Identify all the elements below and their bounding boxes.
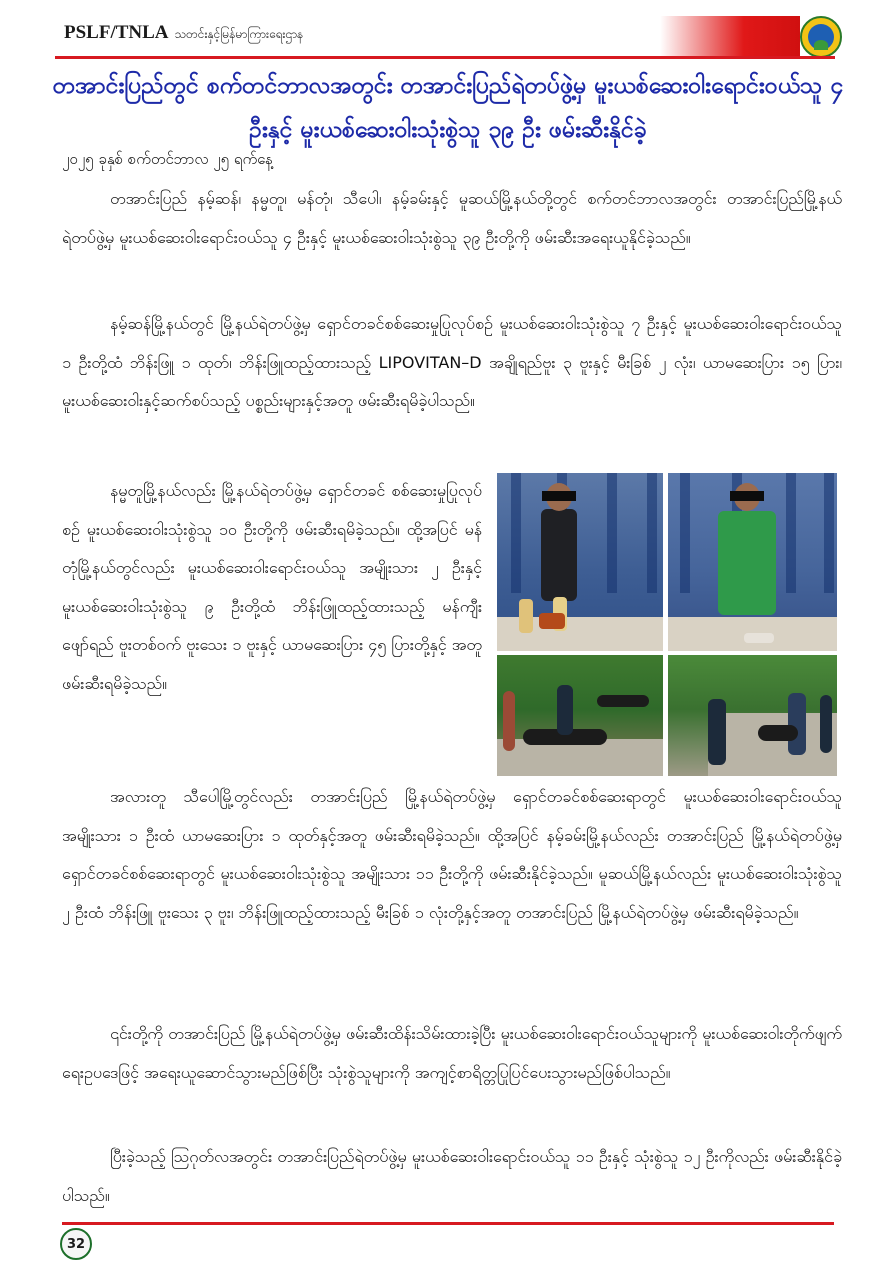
header-org [64, 22, 303, 44]
header-divider [55, 56, 835, 59]
photo-collage [497, 473, 837, 776]
article-title: တအာင်းပြည်တွင် စက်တင်ဘာလအတွင်း တအာင်းပြည်ရဲတပ်ဖွဲ့မှ မူးယစ်ဆေးဝါးရောင်းဝယ်သူ ၄ ဦးနှင့် မူးယစ်ဆေးဝါးသုံးစွဲသူ ၃၉ ဦး ဖမ်းဆီးနိုင်ခဲ့ [52, 73, 844, 143]
photo-suspect-2 [668, 473, 837, 651]
photo-suspect-1 [497, 473, 663, 651]
photo-arrest-scene-1 [497, 655, 663, 776]
page-number: 32 [60, 1228, 92, 1260]
photo-arrest-scene-2 [668, 655, 837, 776]
article-paragraph: ပြီးခဲ့သည့် ဩဂုတ်လအတွင်း တအာင်းပြည်ရဲတပ်ဖွဲ့မှ မူးယစ်ဆေးဝါးရောင်းဝယ်သူ ၁၁ ဦးနှင့် သုံးစွဲသူ ၁၂ ဦးကိုလည်း ဖမ်းဆီးနိုင်ခဲ့ပါသည်။ [62, 1147, 842, 1205]
article-paragraph: နမ့်ဆန်မြို့နယ်တွင် မြို့နယ်ရဲတပ်ဖွဲ့မှ ရှောင်တခင်စစ်ဆေးမှုပြုလုပ်စဉ် မူးယစ်ဆေးဝါးသုံးစွဲသူ ၇ ဦးနှင့် မူးယစ်ဆေးဝါးရောင်းဝယ်သူ ၁ ဦးတို့ထံ ဘိန်းဖြူ ၁ ထုတ်၊ ဘိန်းဖြူထည့်ထားသည့် LIPOVITAN–D အချိုရည်ဗူး ၃ ဗူးနှင့် မီးခြစ် ၂ လုံး၊ ယာမဆေးပြား ၁၅ ပြား၊ မူးယစ်ဆေးဝါးနှင့်ဆက်စပ်သည့် ပစ္စည်းများနှင့်အတူ ဖမ်းဆီးရမိခဲ့ပါသည်။ [62, 314, 842, 410]
org-logo-icon [800, 16, 842, 58]
footer-divider [62, 1222, 834, 1225]
header-publication: သတင်းနှင့်မြန်မာကြားရေးဌာန [174, 27, 304, 41]
article-paragraph: တအာင်းပြည် နမ့်ဆန်၊ နမ္မတူ၊ မန်တုံ၊ သီပေါ၊ နမ့်ခမ်းနှင့် မူဆယ်မြို့နယ်တို့တွင် စက်တင်ဘာလအတွင်း တအာင်းပြည်မြို့နယ်ရဲတပ်ဖွဲ့မှ မူးယစ်ဆေးဝါးရောင်းဝယ်သူ ၄ ဦးနှင့် မူးယစ်ဆေးဝါးသုံးစွဲသူ ၃၉ ဦးတို့ကို ဖမ်းဆီးအရေးယူနိုင်ခဲ့သည်။ [62, 189, 842, 247]
article-paragraph: ၎င်းတို့ကို တအာင်းပြည် မြို့နယ်ရဲတပ်ဖွဲ့မှ ဖမ်းဆီးထိန်းသိမ်းထားခဲ့ပြီး မူးယစ်ဆေးဝါးရောင်းဝယ်သူများကို မူးယစ်ဆေးဝါးတိုက်ဖျက်ရေးဥပဒေဖြင့် အရေးယူဆောင်သွားမည်ဖြစ်ပြီး သုံးစွဲသူများကို အကျင့်စာရိတ္တပြုပြင်ပေးသွားမည်ဖြစ်ပါသည်။ [62, 1024, 842, 1082]
header-org-name: PSLF/TNLA [64, 22, 169, 43]
header-red-band [660, 16, 800, 56]
article-paragraph: နမ္မတူမြို့နယ်လည်း မြို့နယ်ရဲတပ်ဖွဲ့မှ ရှောင်တခင် စစ်ဆေးမှုပြုလုပ်စဉ် မူးယစ်ဆေးဝါးသုံးစွဲသူ ၁၀ ဦးတို့ကို ဖမ်းဆီးရမိခဲ့သည်။ ထို့အပြင် မန်တုံမြို့နယ်တွင်လည်း မူးယစ်ဆေးဝါးရောင်းဝယ်သူ အမျိုးသား ၂ ဦးနှင့် မူးယစ်ဆေးဝါးသုံးစွဲသူ ၉ ဦးတို့ထံ ဘိန်းဖြူထည့်ထားသည့် မန်ကျီးဖျော်ရည် ဗူးတစ်ဝက် ဗူးသေး ၁ ဗူးနှင့် ယာမဆေးပြား ၄၅ ပြားတို့နှင့် အတူ ဖမ်းဆီးရမိခဲ့သည်။ [62, 481, 482, 693]
article-dateline: ၂၀၂၅ ခုနှစ် စက်တင်ဘာလ ၂၅ ရက်နေ့ [62, 150, 274, 168]
article-paragraph: အလားတူ သီပေါမြို့တွင်လည်း တအာင်းပြည် မြို့နယ်ရဲတပ်ဖွဲ့မှ ရှောင်တခင်စစ်ဆေးရာတွင် မူးယစ်ဆေးဝါးရောင်းဝယ်သူ အမျိုးသား ၁ ဦးထံ ယာမဆေးပြား ၁ ထုတ်နှင့်အတူ ဖမ်းဆီးရမိခဲ့သည်။ ထို့အပြင် နမ့်ခမ်းမြို့နယ်လည်း တအာင်းပြည် မြို့နယ်ရဲတပ်ဖွဲ့မှ ရှောင်တခင်စစ်ဆေးရာတွင် မူးယစ်ဆေးဝါးသုံးစွဲသူ အမျိုးသား ၁၁ ဦးတို့ကို ဖမ်းဆီးနိုင်ခဲ့သည်။ မူဆယ်မြို့နယ်လည်း မူးယစ်ဆေးဝါးသုံးစွဲသူ ၂ ဦးထံ ဘိန်းဖြူ ဗူးသေး ၃ ဗူး၊ ဘိန်းဖြူထည့်ထားသည့် မီးခြစ် ၁ လုံးတို့နှင့်အတူ တအာင်းပြည် မြို့နယ်ရဲတပ်ဖွဲ့မှ ဖမ်းဆီးရမိခဲ့သည်။ [62, 787, 843, 922]
